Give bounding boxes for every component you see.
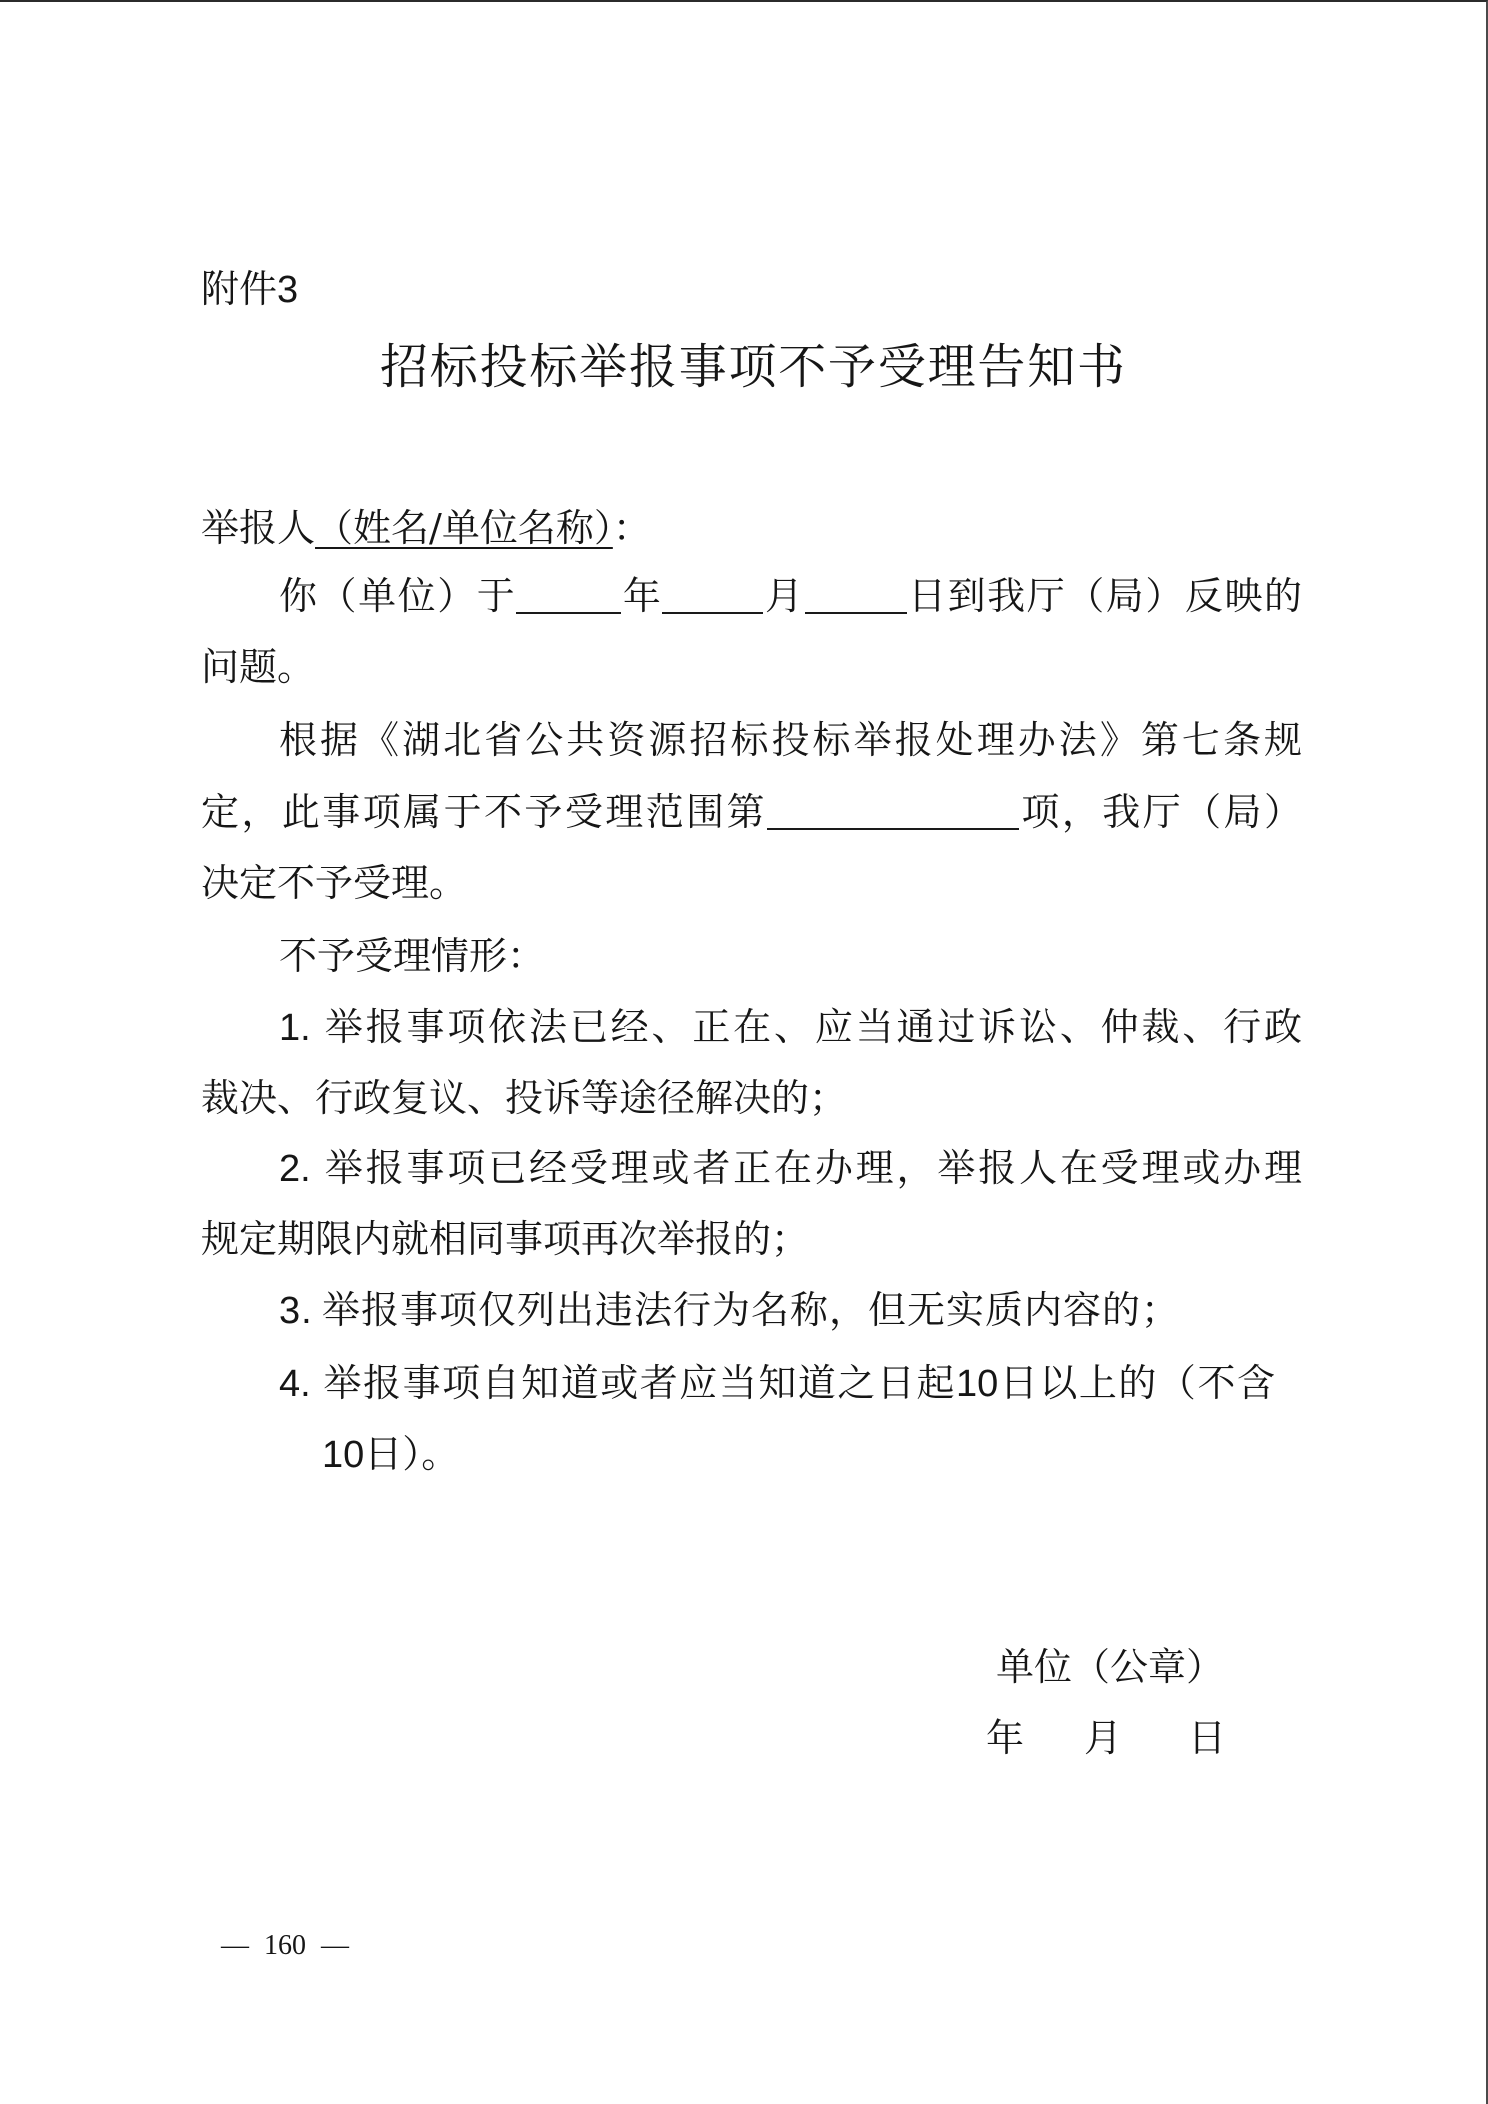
- condition-1-marker: 1.: [279, 1007, 311, 1049]
- addressee-label: 举报人: [201, 506, 316, 550]
- paragraph-2-line-2: [201, 790, 1302, 834]
- paragraph-1-line-1: [279, 574, 1302, 618]
- signature-date-year: 年: [986, 1716, 1025, 1760]
- condition-4-text-before: 举报事项自知道或者应当知道之日起: [322, 1361, 956, 1405]
- paragraph-2-before-blank: 定，此事项属于不予受理范围第: [201, 790, 767, 834]
- condition-2-line-1: [279, 1146, 1302, 1190]
- condition-3-line-1: [279, 1288, 1181, 1332]
- paragraph-1-day-and-rest: 日到我厅（局）反映的: [906, 574, 1302, 618]
- paragraph-2-after-blank: 项，我厅（局）: [1018, 790, 1302, 834]
- condition-4-text-after: 日以上的（不含: [998, 1361, 1275, 1405]
- condition-1-line-1: [279, 1005, 1302, 1049]
- condition-4-line-2-text: 日）。: [364, 1432, 460, 1476]
- condition-1-line-2: 裁决、行政复议、投诉等途径解决的；: [201, 1076, 848, 1120]
- signature-date-month: 月: [1084, 1716, 1123, 1760]
- conditions-heading: 不予受理情形：: [279, 934, 546, 978]
- addressee-colon: ：: [612, 506, 651, 550]
- page-number: — 160 —: [221, 1930, 349, 1961]
- condition-2-marker: 2.: [279, 1148, 311, 1190]
- document-title: 招标投标举报事项不予受理告知书: [380, 339, 1125, 395]
- condition-4-line-1: [279, 1361, 1275, 1405]
- condition-4-line-2: [322, 1432, 460, 1476]
- paragraph-2-line-1: 根据《湖北省公共资源招标投标举报处理办法》第七条规: [279, 718, 1302, 762]
- condition-4-number: 10: [956, 1363, 999, 1405]
- day-blank: [805, 582, 907, 614]
- condition-2-line-2: 规定期限内就相同事项再次举报的；: [201, 1217, 810, 1261]
- condition-1-text: 举报事项依法已经、正在、应当通过诉讼、仲裁、行政: [322, 1005, 1302, 1049]
- condition-2-text: 举报事项已经受理或者正在办理，举报人在受理或办理: [322, 1146, 1302, 1190]
- month-blank: [662, 582, 763, 614]
- attachment-label: 附件3: [201, 269, 299, 311]
- addressee-name-field: （姓名/单位名称）: [315, 506, 613, 550]
- condition-4-marker: 4.: [279, 1363, 311, 1405]
- paragraph-1-year-char: 年: [621, 574, 663, 618]
- condition-3-text: 举报事项仅列出违法行为名称，但无实质内容的；: [322, 1288, 1181, 1332]
- addressee-line: [201, 506, 651, 550]
- signature-date-day: 日: [1188, 1716, 1227, 1760]
- condition-3-marker: 3.: [279, 1290, 313, 1332]
- year-blank: [516, 582, 621, 614]
- paragraph-2-line-3: 决定不予受理。: [201, 861, 468, 905]
- paragraph-1-before-year: 你（单位）于: [279, 574, 517, 618]
- condition-4-line-2-number: 10: [322, 1434, 365, 1476]
- item-number-blank: [767, 798, 1019, 830]
- signature-unit-seal: 单位（公章）: [996, 1645, 1225, 1689]
- paragraph-1-line-2: 问题。: [201, 645, 316, 689]
- paragraph-1-month-char: 月: [763, 574, 805, 618]
